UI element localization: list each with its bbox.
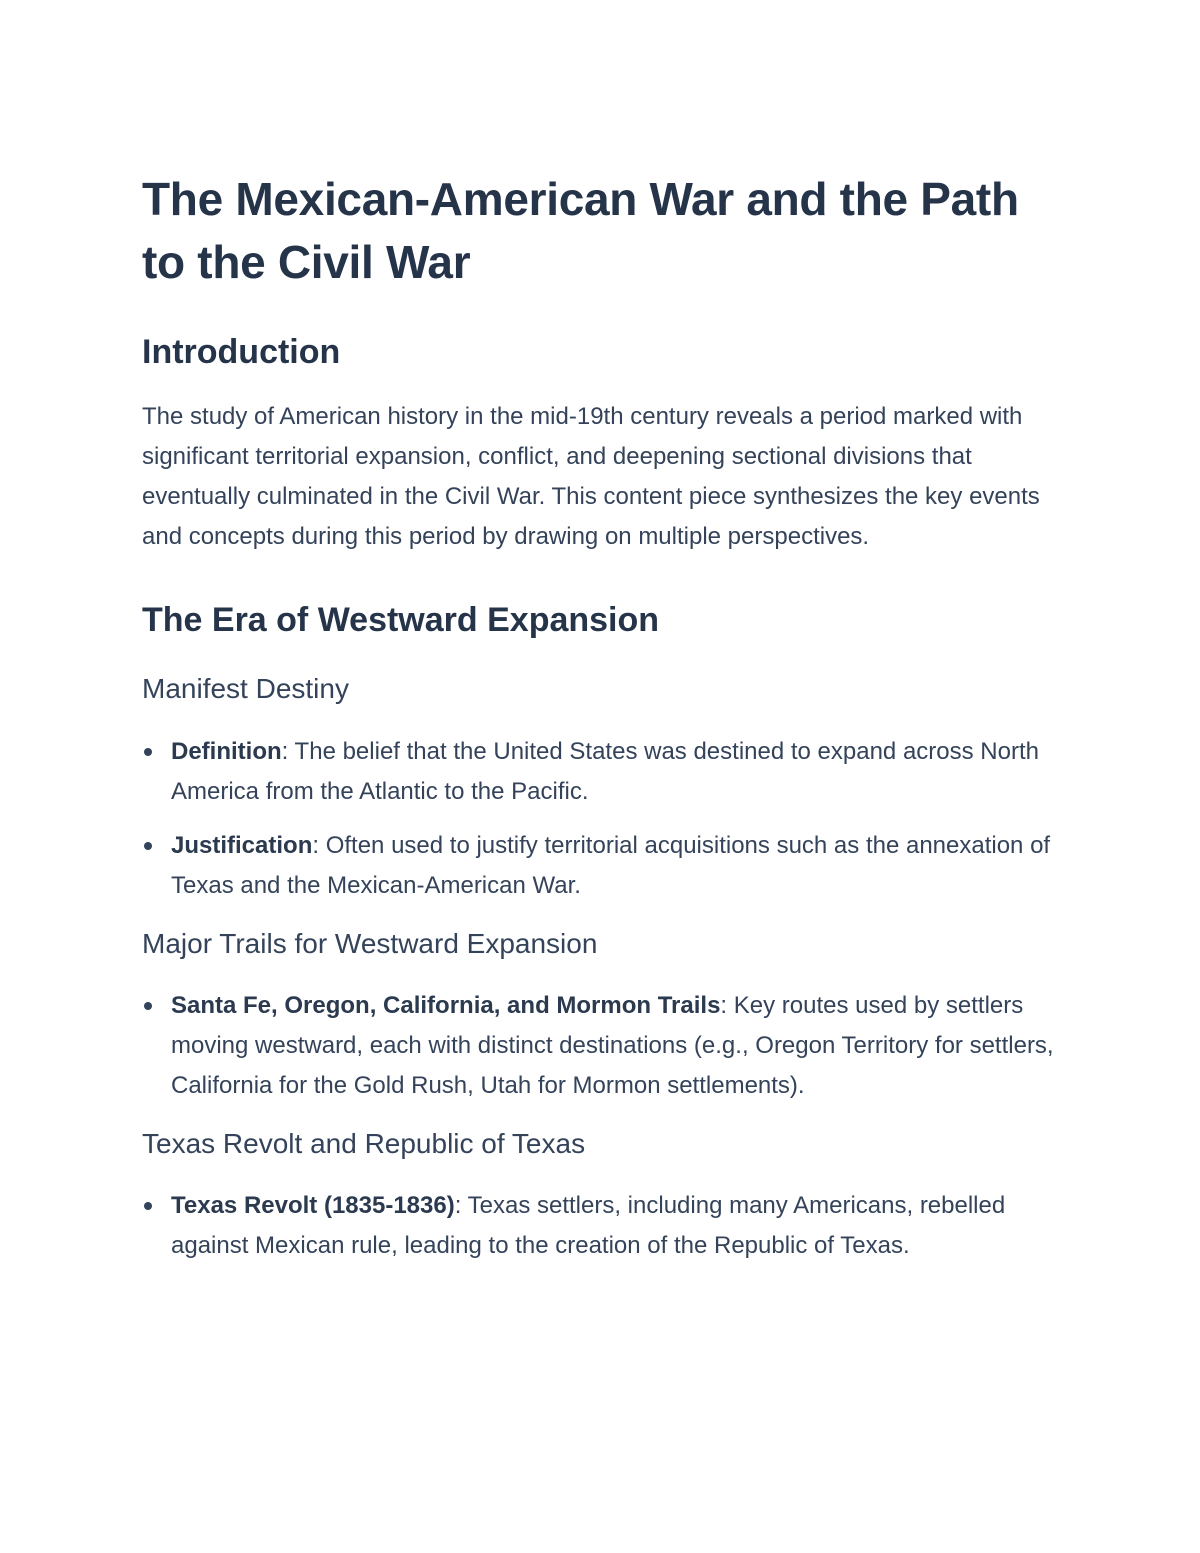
page-title: The Mexican-American War and the Path to the Civil War	[142, 173, 1019, 288]
major-trails-list	[142, 986, 1060, 1106]
list-item-text: : The belief that the United States was destined to expand across North America from the Atlantic to the Pacific.	[171, 738, 1039, 805]
list-item-term: Texas Revolt (1835-1836)	[171, 1192, 455, 1219]
list-item	[142, 1186, 1060, 1266]
section-heading-introduction: Introduction	[142, 333, 341, 371]
bullet-icon	[144, 842, 152, 850]
list-item-term: Justification	[171, 832, 313, 859]
list-item-text: : Texas settlers, including many Americans, rebelled against Mexican rule, leading to the creation of the Republic of Texas.	[171, 1192, 1006, 1259]
list-item-text: : Key routes used by settlers moving westward, each with distinct destinations (e.g., Oregon Territory for settlers, California for the Gold Rush, Utah for Mormon settlements).	[171, 992, 1054, 1099]
section-heading-westward-expansion: The Era of Westward Expansion	[142, 601, 660, 639]
list-item-term: Definition	[171, 738, 282, 765]
manifest-destiny-list	[142, 732, 1060, 906]
introduction-paragraph: The study of American history in the mid-19th century reveals a period marked with significant territorial expansion, conflict, and deepening sectional divisions that eventually culminated in the Civil War. This content piece synthesizes the key events and concepts during this period by drawing on multiple perspectives.	[142, 403, 1040, 550]
bullet-icon	[144, 1002, 152, 1010]
list-item	[142, 826, 1060, 906]
texas-revolt-list	[142, 1186, 1060, 1266]
subheading-manifest-destiny: Manifest Destiny	[142, 673, 349, 704]
list-item-term: Santa Fe, Oregon, California, and Mormon Trails	[171, 992, 721, 1019]
list-item	[142, 986, 1060, 1106]
subheading-major-trails: Major Trails for Westward Expansion	[142, 928, 598, 959]
list-item	[142, 732, 1060, 812]
subheading-texas-revolt: Texas Revolt and Republic of Texas	[142, 1128, 586, 1159]
bullet-icon	[144, 748, 152, 756]
bullet-icon	[144, 1202, 152, 1210]
list-item-text: : Often used to justify territorial acquisitions such as the annexation of Texas and the Mexican-American War.	[171, 832, 1051, 899]
